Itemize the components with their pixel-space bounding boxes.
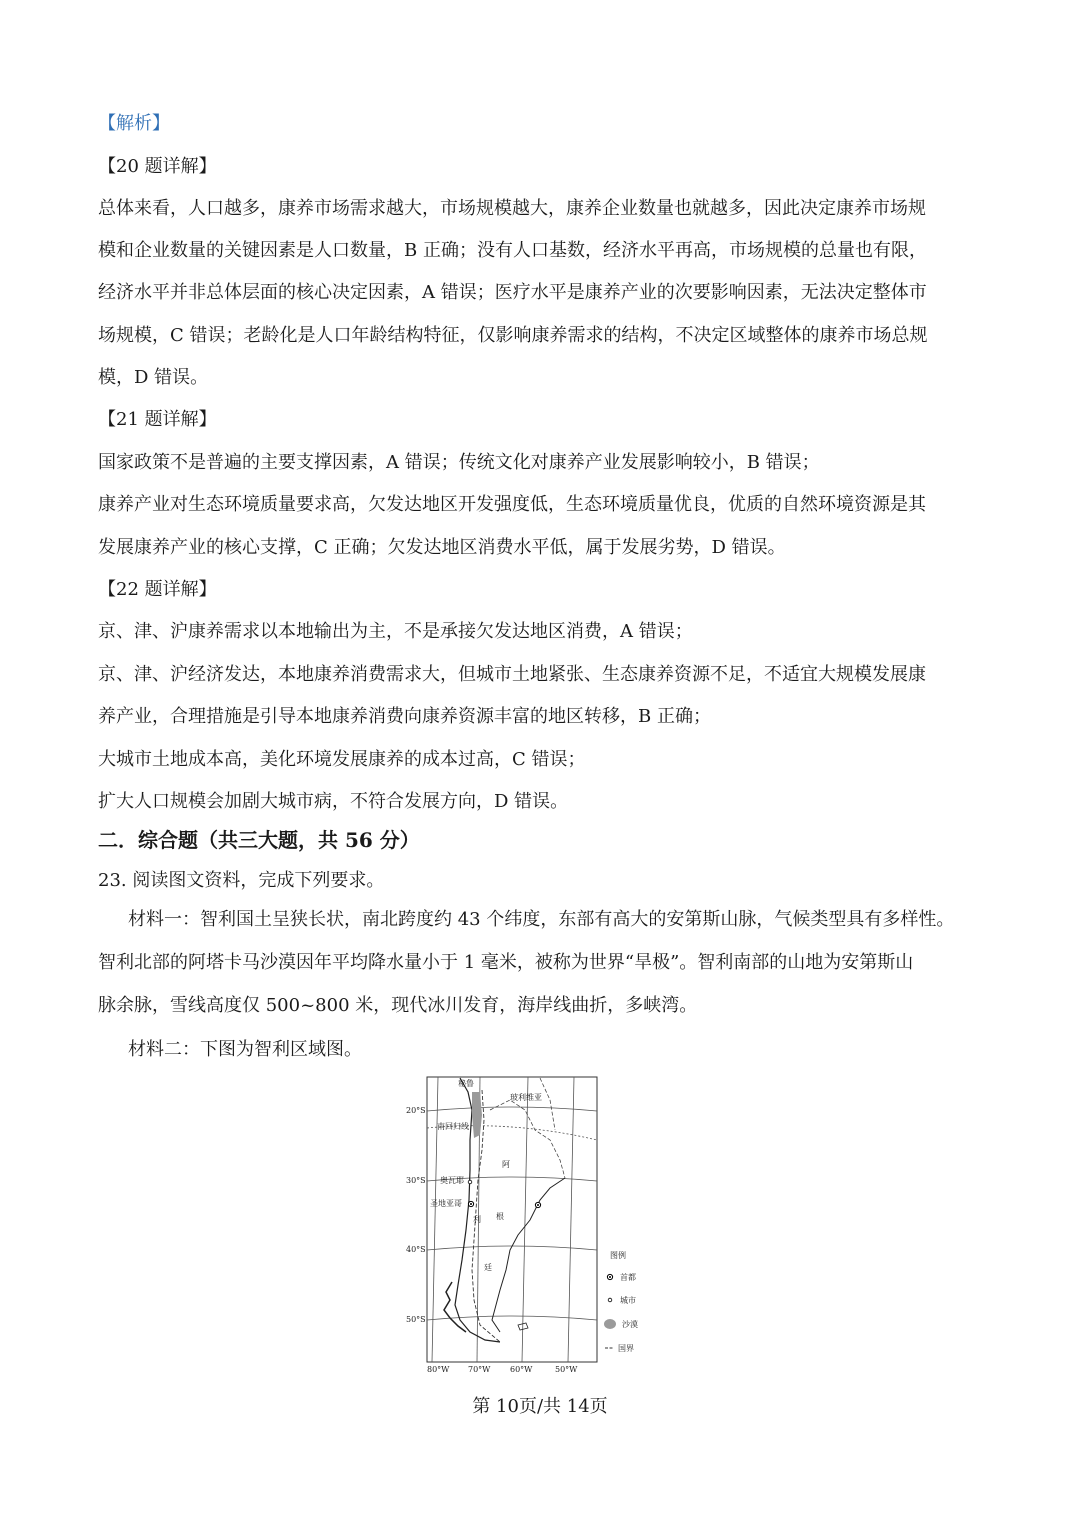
q20-line: 总体来看，人口越多，康养市场需求越大，市场规模越大，康养企业数量也就越多，因此决定康养市场规 xyxy=(98,198,926,219)
lat-label: 20°S xyxy=(406,1106,426,1115)
bolivia-label: 玻利维亚 xyxy=(510,1093,542,1102)
material-1-line: 材料一：智利国土呈狭长状，南北跨度约 43 个纬度，东部有高大的安第斯山脉，气候类型具有多样性。 xyxy=(128,909,955,930)
q22-line: 养产业，合理措施是引导本地康养消费向康养资源丰富的地区转移，B 正确； xyxy=(98,706,711,727)
chile-region-map xyxy=(400,1070,670,1380)
q20-line: 模和企业数量的关键因素是人口数量，B 正确；没有人口基数，经济水平再高，市场规模的总量也有限， xyxy=(98,240,927,261)
q22-line: 扩大人口规模会加剧大城市病，不符合发展方向，D 错误。 xyxy=(98,791,569,812)
lon-label: 50°W xyxy=(555,1365,578,1374)
q21-heading: 【21 题详解】 xyxy=(98,409,217,430)
buenos-aires-capital-dot xyxy=(537,1204,539,1206)
lon-label: 70°W xyxy=(468,1365,491,1374)
material-1-line: 智利北部的阿塔卡马沙漠因年平均降水量小于 1 毫米，被称为世界“旱极”。智利南部的山地为安第斯山 xyxy=(98,952,914,973)
section-2-title: 二．综合题（共三大题，共 56 分） xyxy=(98,828,420,852)
q20-line: 场规模，C 错误；老龄化是人口年龄结构特征，仅影响康养需求的结构，不决定区域整体的康养市场总规 xyxy=(98,325,928,346)
legend-city: 城市 xyxy=(620,1296,636,1305)
argentina-label-gen: 根 xyxy=(496,1212,504,1221)
argentina-label-a: 阿 xyxy=(502,1160,510,1169)
legend-border: 国界 xyxy=(618,1344,634,1353)
material-2-line: 材料二：下图为智利区域图。 xyxy=(128,1039,362,1060)
argentina-coastline xyxy=(492,1178,565,1332)
lon-label: 60°W xyxy=(510,1365,533,1374)
legend-capital-dot-icon xyxy=(609,1276,611,1278)
page-footer: 第 10页/共 14页 xyxy=(472,1396,608,1417)
fjord-coast xyxy=(444,1282,466,1332)
lon-label: 80°W xyxy=(427,1365,450,1374)
lat-label: 30°S xyxy=(406,1176,426,1185)
material-1-line: 脉余脉，雪线高度仅 500~800 米，现代冰川发育，海岸线曲折，多峡湾。 xyxy=(98,995,698,1016)
q21-line: 康养产业对生态环境质量要求高，欠发达地区开发强度低，生态环境质量优良，优质的自然环境资源是其 xyxy=(98,494,926,515)
legend-city-icon xyxy=(608,1298,612,1302)
q21-line: 国家政策不是普遍的主要支撑因素，A 错误；传统文化对康养产业发展影响较小，B 错误； xyxy=(98,452,820,473)
meridian-50w xyxy=(568,1077,574,1362)
lat-label: 40°S xyxy=(406,1245,426,1254)
q20-heading: 【20 题详解】 xyxy=(98,156,217,177)
lat-label: 50°S xyxy=(406,1315,426,1324)
legend-capital: 首都 xyxy=(620,1273,636,1282)
q20-line: 经济水平并非总体层面的核心决定因素，A 错误；医疗水平是康养产业的次要影响因素，无法决定整体市 xyxy=(98,282,927,303)
map-frame xyxy=(427,1077,597,1362)
map-svg xyxy=(400,1070,670,1380)
analysis-tag: 【解析】 xyxy=(98,113,170,134)
peru-label: 秘鲁 xyxy=(458,1079,474,1088)
q22-line: 大城市土地成本高，美化环境发展康养的成本过高，C 错误； xyxy=(98,749,586,770)
santiago-capital-dot xyxy=(470,1203,472,1205)
q22-heading: 【22 题详解】 xyxy=(98,579,217,600)
brazil-border xyxy=(540,1078,555,1130)
legend-desert-icon xyxy=(604,1319,616,1329)
meridian-60w xyxy=(522,1077,528,1362)
ovalle-label: 奥瓦耶 xyxy=(440,1176,464,1185)
parallel-20s xyxy=(427,1107,597,1111)
q21-line: 发展康养产业的核心支撑，C 正确；欠发达地区消费水平低，属于发展劣势，D 错误。 xyxy=(98,537,786,558)
parallel-50s xyxy=(427,1316,597,1320)
chile-label: 利 xyxy=(473,1215,481,1224)
ovalle-city-marker xyxy=(468,1180,472,1184)
q22-line: 京、津、沪经济发达，本地康养消费需求大，但城市土地紧张、生态康养资源不足，不适宜大规模发展康 xyxy=(98,664,926,685)
legend-title: 图例 xyxy=(610,1251,626,1260)
tropic-label: 南回归线 xyxy=(437,1122,469,1131)
q23-prompt: 23. 阅读图文资料，完成下列要求。 xyxy=(98,870,385,891)
santiago-label: 圣地亚哥 xyxy=(430,1199,462,1208)
argentina-label-ting: 廷 xyxy=(484,1263,492,1272)
legend-desert: 沙漠 xyxy=(622,1320,638,1329)
q20-line: 模，D 错误。 xyxy=(98,367,209,388)
atacama-desert xyxy=(472,1092,482,1138)
q22-line: 京、津、沪康养需求以本地输出为主，不是承接欠发达地区消费，A 错误； xyxy=(98,621,693,642)
